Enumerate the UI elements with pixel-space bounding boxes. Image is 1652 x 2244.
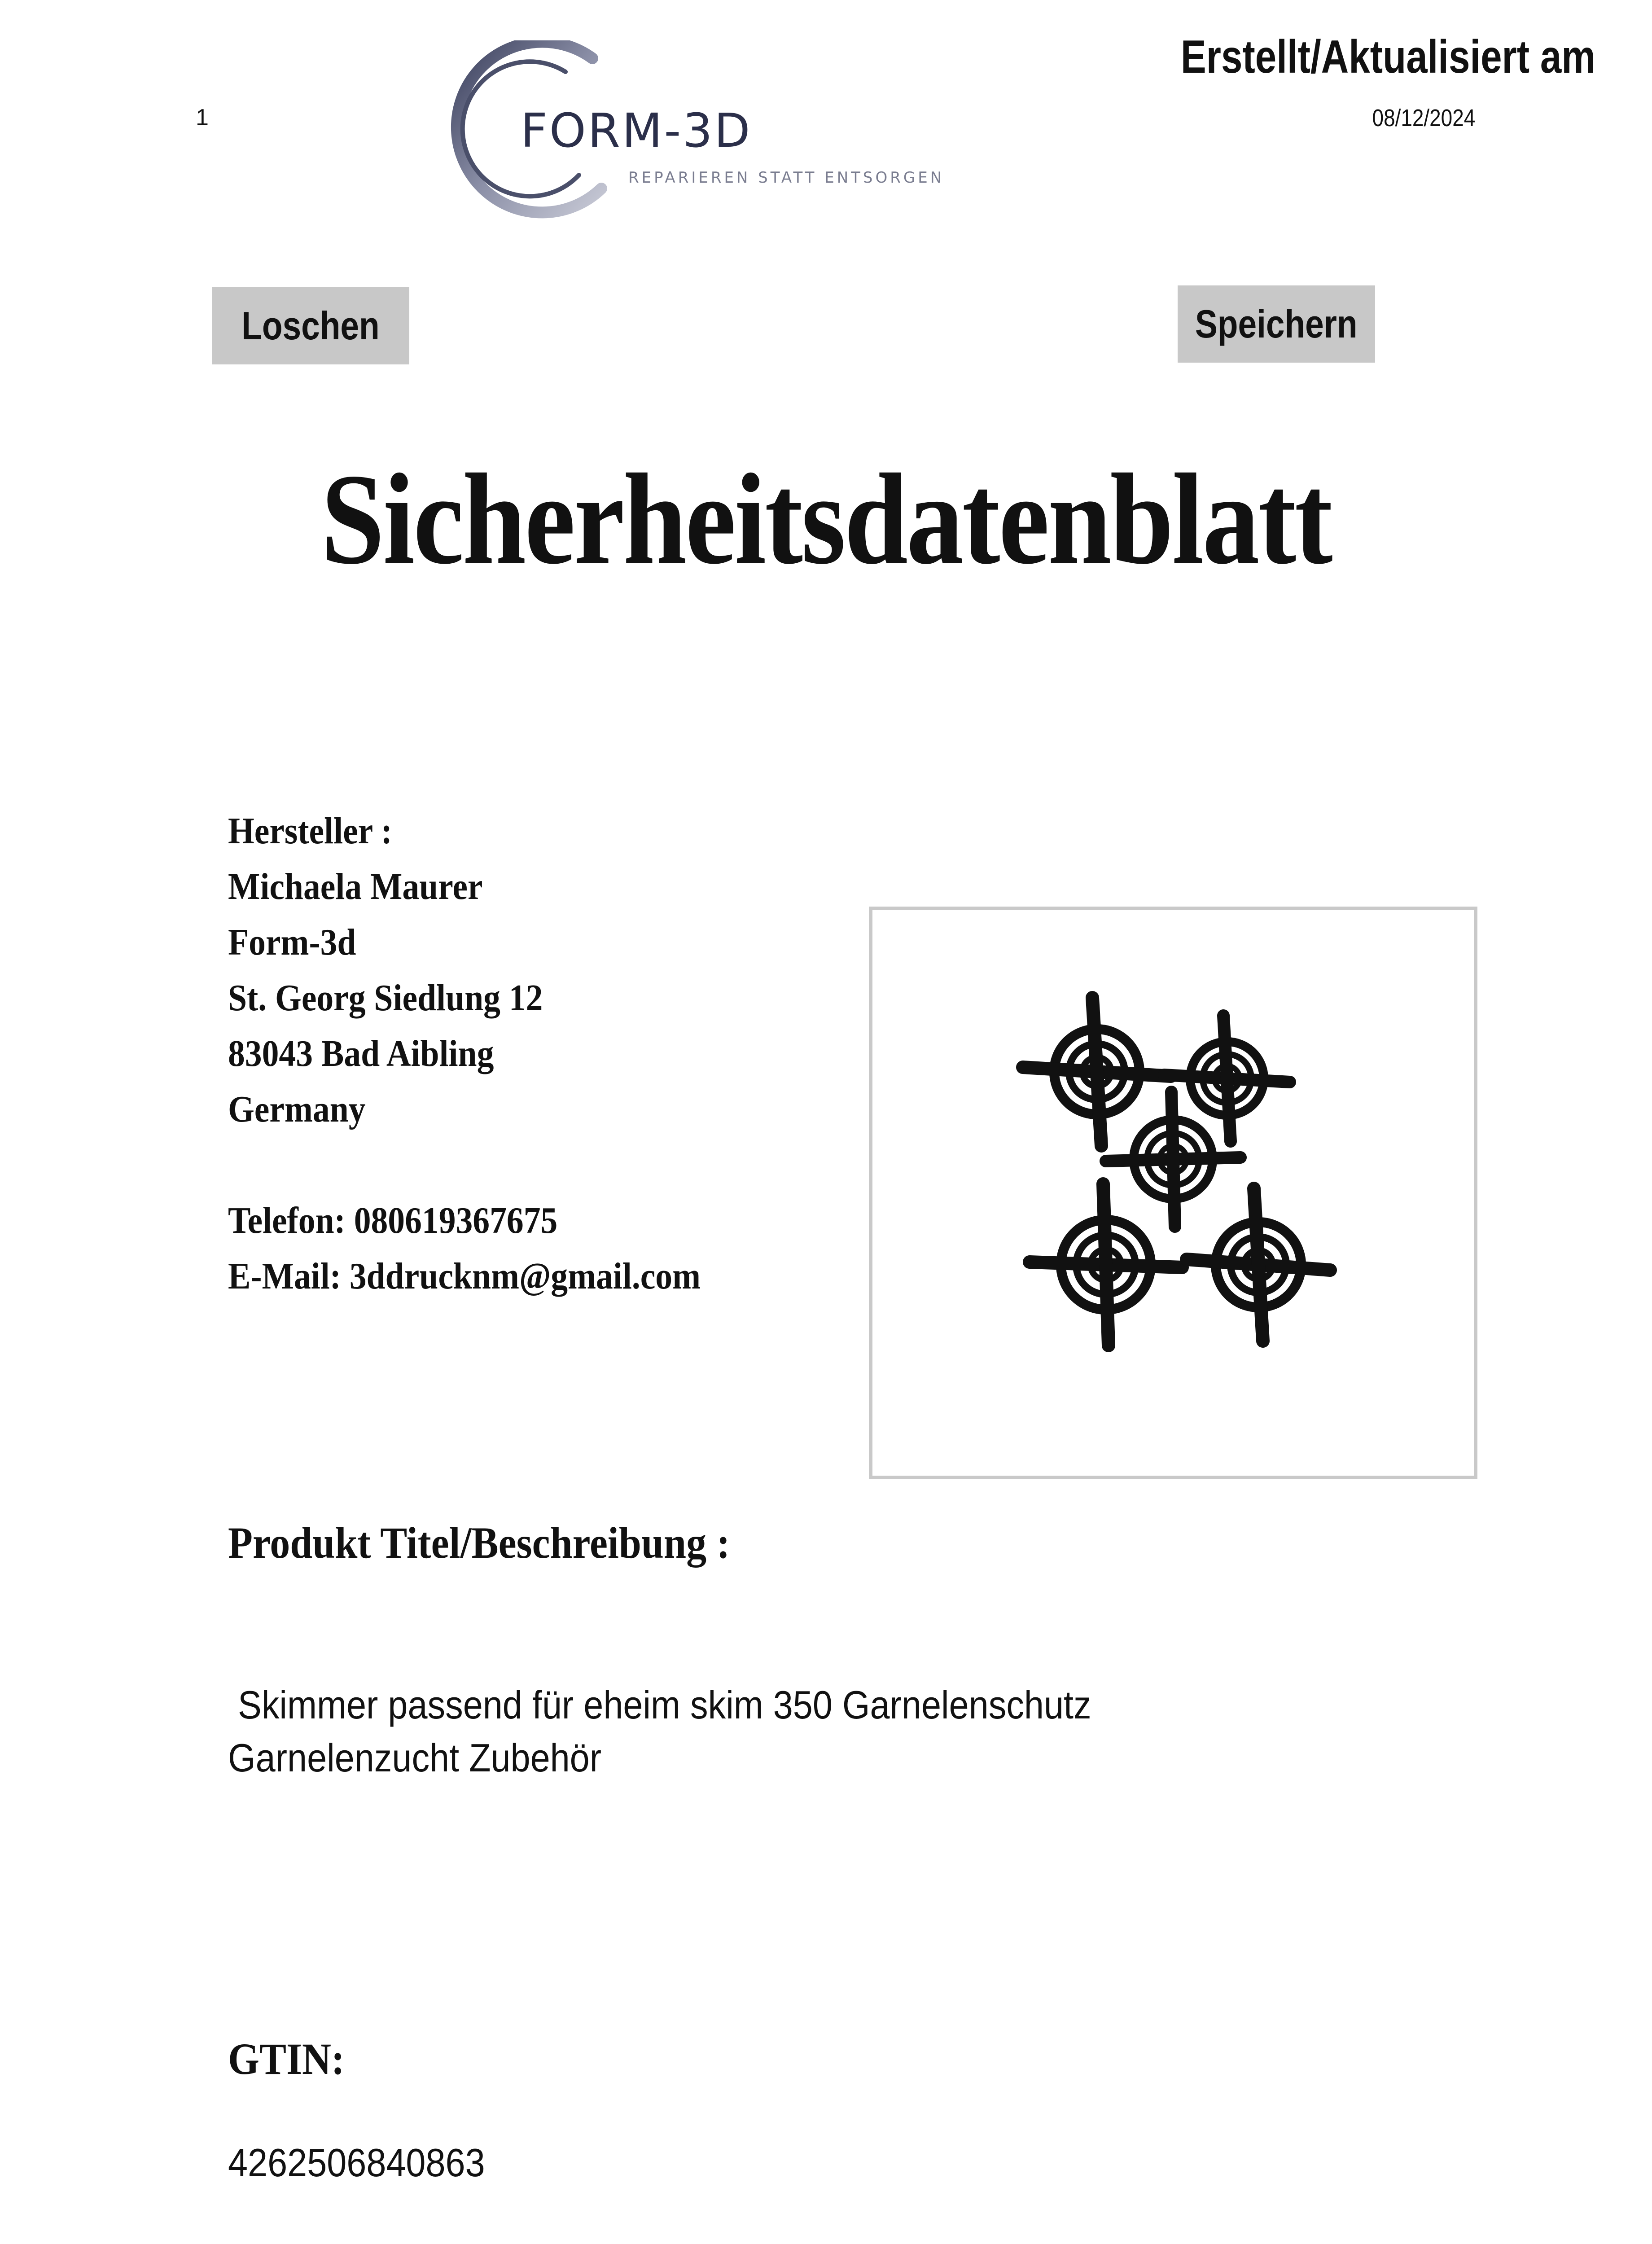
manufacturer-block: [228, 803, 753, 1304]
manufacturer-city: 83043 Bad Aibling: [228, 1033, 494, 1074]
product-description: Skimmer passend für eheim skim 350 Garnelenschutz Garnelenzucht Zubehör: [228, 1683, 1101, 1780]
shrimp-guard-grids-icon: [872, 910, 1474, 1476]
delete-button[interactable]: [212, 287, 409, 364]
document-title: Sicherheitsdatenblatt: [320, 447, 1332, 591]
manufacturer-email: E-Mail: 3ddrucknm@gmail.com: [228, 1255, 701, 1297]
logo-brand: FORM-3D: [521, 103, 752, 158]
company-logo: [417, 40, 956, 220]
product-title-heading: Produkt Titel/Beschreibung :: [228, 1518, 730, 1568]
manufacturer-phone: Telefon: 080619367675: [228, 1200, 558, 1241]
manufacturer-company: Form-3d: [228, 921, 356, 963]
manufacturer-name: Michaela Maurer: [228, 866, 483, 907]
updated-date: 08/12/2024: [1372, 105, 1475, 131]
logo-tagline: REPARIEREN STATT ENTSORGEN: [628, 169, 945, 187]
gtin-heading: GTIN:: [228, 2034, 345, 2084]
delete-button-label: Loschen: [241, 303, 380, 348]
manufacturer-country: Germany: [228, 1088, 366, 1130]
save-button-label: Speichern: [1195, 302, 1358, 346]
save-button[interactable]: [1178, 285, 1375, 363]
manufacturer-spacer: [228, 1137, 701, 1193]
gtin-value: 4262506840863: [228, 2140, 485, 2185]
updated-label: Erstellt/Aktualisiert am: [1180, 31, 1595, 83]
manufacturer-street: St. Georg Siedlung 12: [228, 977, 543, 1019]
manufacturer-heading: Hersteller :: [228, 810, 392, 852]
product-image: [869, 907, 1477, 1479]
page-number: 1: [196, 105, 209, 131]
